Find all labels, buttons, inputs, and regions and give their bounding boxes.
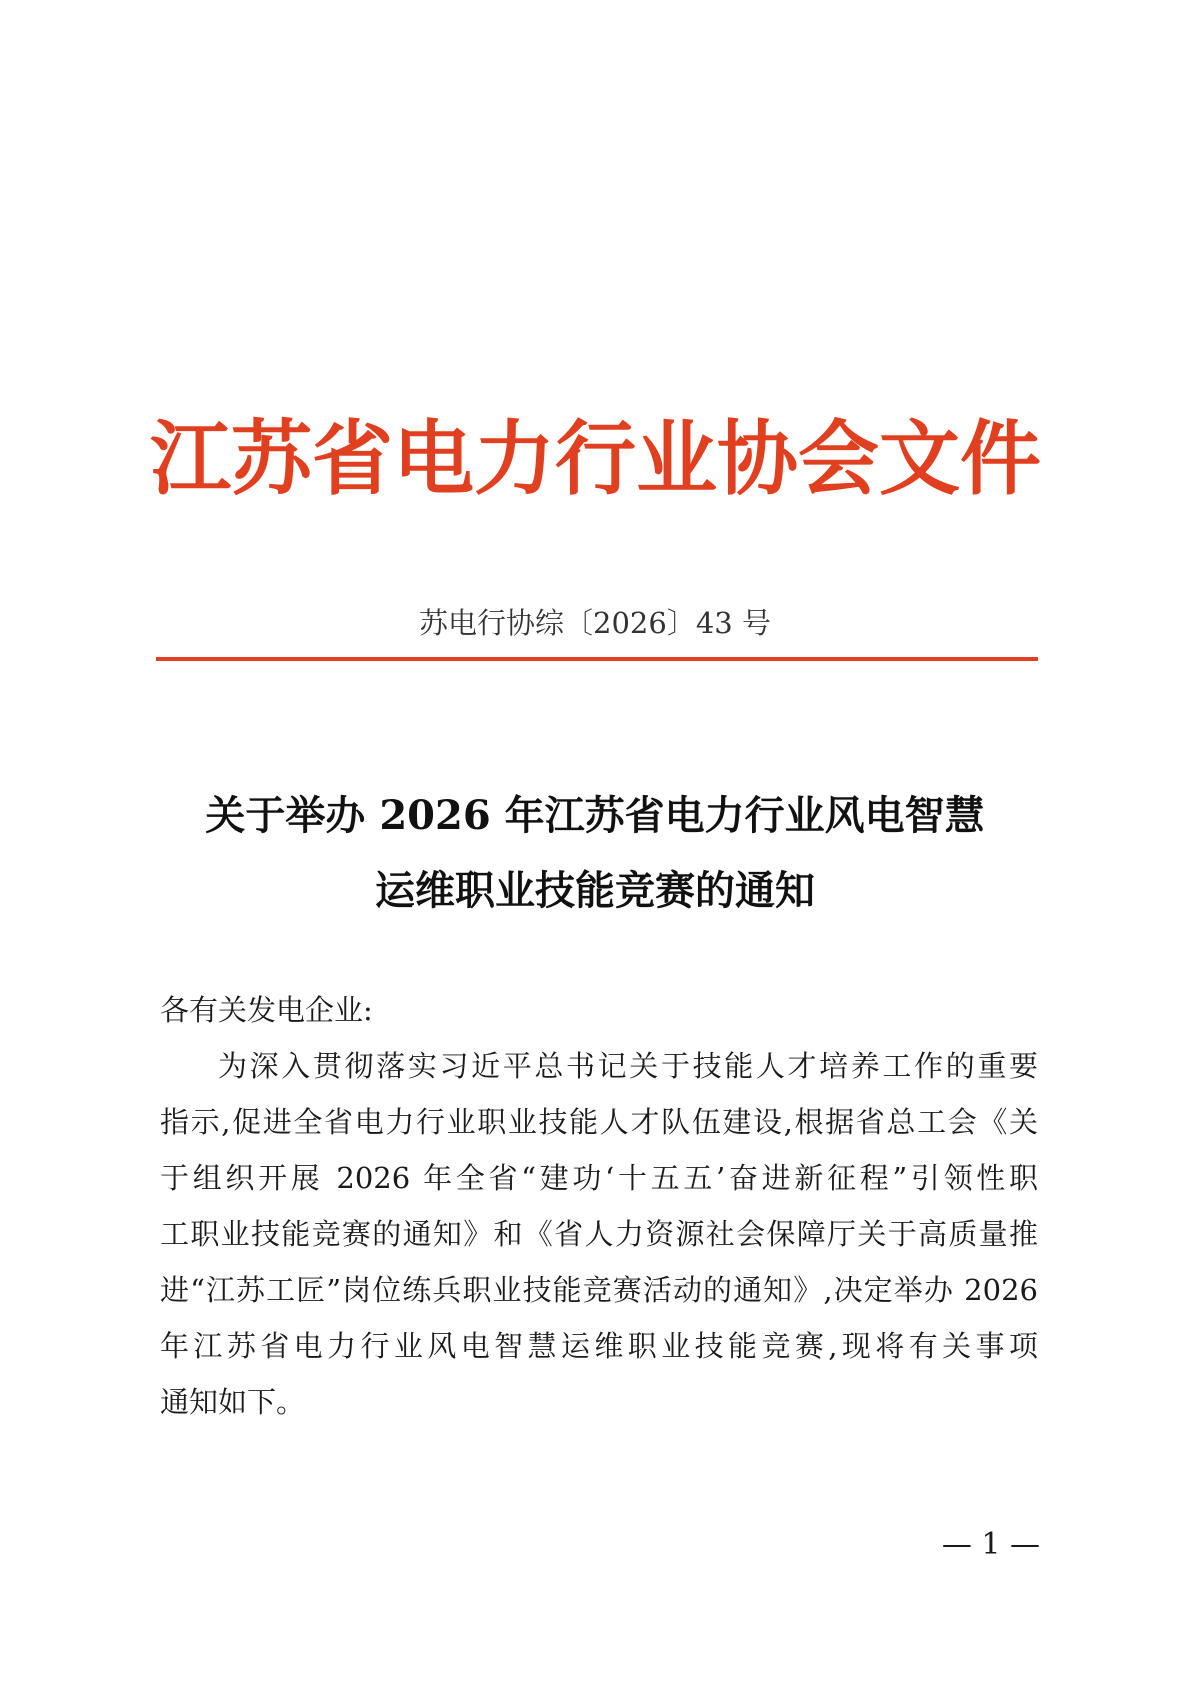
salutation: 各有关发电企业: [160,993,373,1027]
body-line-1: 为深入贯彻落实习近平总书记关于技能人才培养工作的重要 [218,1049,1038,1083]
page-number: — 1 — [941,1527,1040,1562]
notice-title-line-1: 关于举办 2026 年江苏省电力行业风电智慧 [205,792,985,839]
body-line-6: 年江苏省电力行业风电智慧运维职业技能竞赛,现将有关事项 [160,1329,1038,1363]
body-line-5: 进“江苏工匠”岗位练兵职业技能竞赛活动的通知》,决定举办 2026 [160,1273,1038,1307]
red-divider-line [156,657,1038,661]
body-line-4: 工职业技能竞赛的通知》和《省人力资源社会保障厅关于高质量推 [160,1217,1038,1251]
notice-title-line-2: 运维职业技能竞赛的通知 [375,867,815,914]
body-line-2: 指示,促进全省电力行业职业技能人才队伍建设,根据省总工会《关 [160,1105,1038,1139]
body-line-7: 通知如下。 [160,1385,306,1419]
document-number: 苏电行协综〔2026〕43 号 [419,606,771,640]
organization-header: 江苏省电力行业协会文件 [150,412,1042,507]
body-line-3: 于组织开展 2026 年全省“建功‘十五五’奋进新征程”引领性职 [160,1161,1038,1195]
